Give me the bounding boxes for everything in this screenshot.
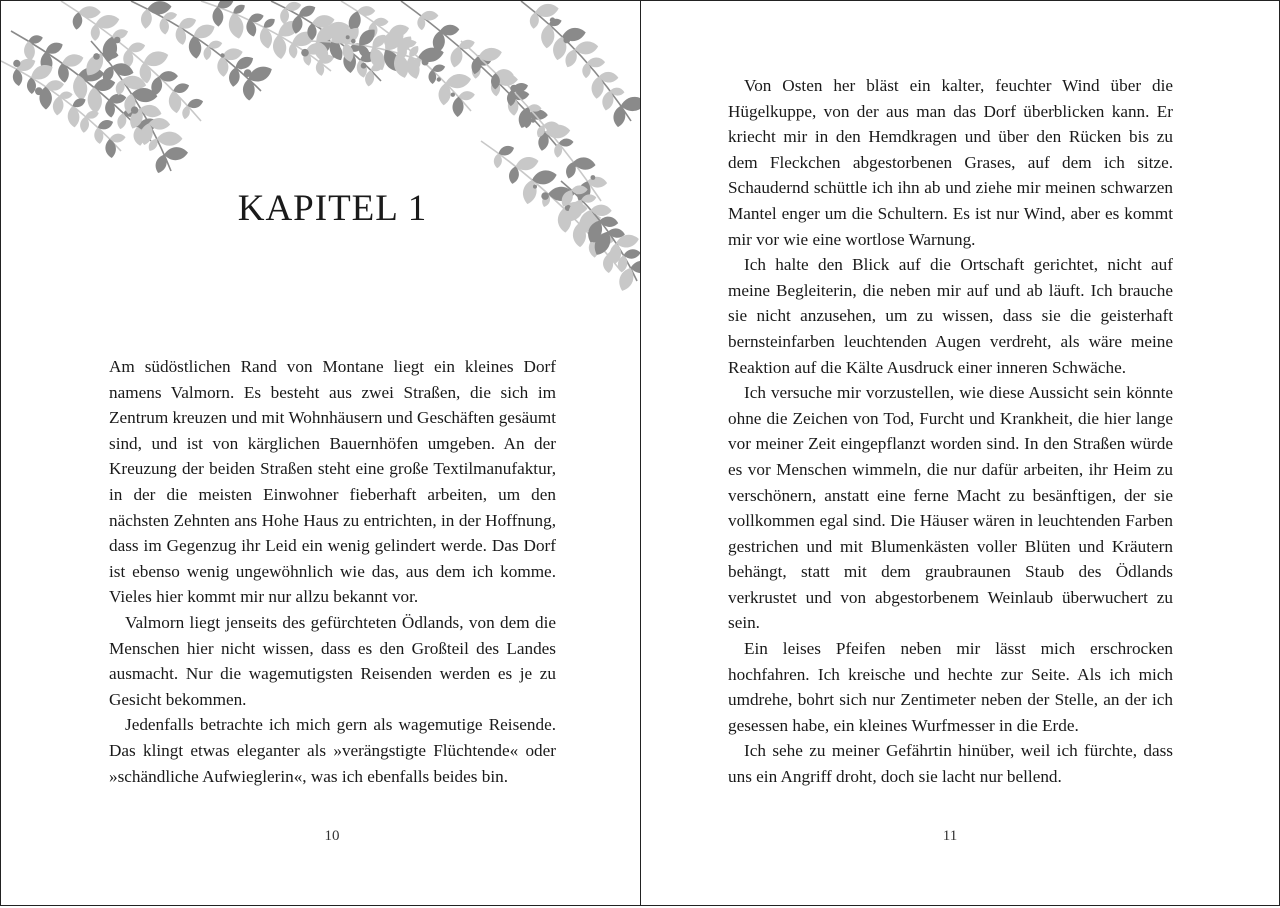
berry <box>301 49 309 57</box>
berry <box>35 87 43 95</box>
berry <box>591 175 596 180</box>
leaf <box>243 79 255 101</box>
berry <box>531 118 536 123</box>
leaf <box>212 7 224 27</box>
berry <box>563 37 570 44</box>
berry <box>574 163 578 167</box>
berry <box>13 60 20 67</box>
paragraph: Ich sehe zu meiner Gefährtin hinüber, weil ich fürchte, dass uns ein Angriff droht, doch sie lacht nur bellend. <box>728 741 1173 787</box>
berry <box>93 53 100 60</box>
berry <box>332 44 339 51</box>
berry <box>220 53 224 57</box>
berry <box>451 93 455 97</box>
paragraph: Ich versuche mir vorzustellen, wie diese Aussicht sein könnte ohne die Zeichen von Tod, Furcht und Krankheit, die hier lange vor meiner Zeit eingepflanzt worden sind. In den Straßen würde es vor Menschen wimmeln, die nur dafür arbeiten, ihr Heim zu verschönern, anstatt eine ferne Macht zu besänftigen, der sie vollkommen egal sind. Die Häuser wären in leuchtenden Farben gestrichen und mit Blumenkästen voller Blüten und Kräutern behängt, statt mit dem graubraunen Staub des Ödlands verkrustet und von abgestorbenem Weinlaub überwuchert zu sein. <box>728 383 1173 633</box>
berry <box>156 11 160 15</box>
page-number: 10 <box>324 828 340 844</box>
chapter-title: KAPITEL 1 <box>237 188 428 229</box>
paragraph: Valmorn liegt jenseits des gefürchteten Ödlands, von dem die Menschen hier nicht wissen, dass es den Großteil des Landes ausmacht. Nur die wagemutigsten Reisenden werden es je zu Gesicht bekommen. <box>109 612 556 709</box>
page-number: 11 <box>942 828 958 844</box>
leaf <box>157 132 183 146</box>
leaf <box>167 90 183 114</box>
berry <box>351 39 356 44</box>
paragraph: Am südöstlichen Rand von Montane liegt ein kleines Dorf namens Valmorn. Es besteht aus zwei Straßen, die sich im Zentrum kreuzen und mit Wohnhäusern und Geschäften gesäumt sind, und ist von kärglichen Bauernhöfen umgeben. An der Kreuzung der beiden Straßen steht eine große Textilmanufaktur, in der die meisten Einwohner fieberhaft arbeiten, um den nächsten Zehnten ans Hohe Haus zu entrichten, in der Hoffnung, dass im Gegenzug ihr Leid ein wenig gelindert werde. Das Dorf ist ebenso wenig ungewöhnlich wie das, aus dem ich komme. Vieles hier kommt mir nur allzu bekannt vor. <box>109 357 556 607</box>
paragraph: Ich halte den Blick auf die Ortschaft gerichtet, nicht auf meine Begleiterin, die neben mir auf und ab läuft. Ich brauche sie nicht anzusehen, um zu wissen, dass sie die geisterhaft bernsteinfarben leuchtenden Augen verdreht, als wäre meine Reaktion auf die Kälte Ausdruck einer inneren Schwäche. <box>728 255 1173 377</box>
left-body-text <box>109 354 556 789</box>
berry <box>346 35 350 39</box>
berry <box>238 63 244 69</box>
berry <box>131 106 138 113</box>
leaf <box>514 155 540 173</box>
leaf <box>452 97 464 118</box>
paragraph: Von Osten her bläst ein kalter, feuchter Wind über die Hügelkuppe, von der aus man das Dorf überblicken kann. Er kriecht mir in den Hemdkragen und über den Rücken bis zu dem Fleckchen abgestorbenen Grases, auf dem ich sitze. Schaudernd schüttle ich ihn ab und ziehe mir meinen schwarzen Mantel enger um die Schultern. Es ist nur Wind, aber es kommt mir vor wie eine wortlose Warnung. <box>728 76 1173 249</box>
berry <box>510 85 517 92</box>
leaf <box>12 68 24 86</box>
berry <box>244 69 252 77</box>
left-page <box>0 0 641 906</box>
leaf <box>164 146 189 161</box>
leaf <box>258 26 274 50</box>
berry <box>114 37 121 44</box>
berry <box>550 17 555 22</box>
berry <box>437 77 441 81</box>
berry <box>422 59 429 66</box>
paragraph: Ein leises Pfeifen neben mir lässt mich erschrocken hochfahren. Ich kreische und hechte zur Seite. Als ich mich umdrehe, bohrt sich nur Zentimeter neben der Stelle, an der ich gesessen habe, ein kleines Wurfmesser in die Erde. <box>728 639 1173 735</box>
leaf <box>226 12 246 41</box>
right-body-text <box>728 73 1173 790</box>
foliage-branches-icon <box>1 1 641 291</box>
leaf <box>67 106 81 128</box>
paragraph: Jedenfalls betrachte ich mich gern als wagemutige Reisende. Das klingt etwas eleganter als »verängstigte Flüchtende« oder »schändliche Aufwieglerin«, was ich ebenfalls beides bin. <box>109 715 556 786</box>
right-page <box>640 0 1280 906</box>
berry <box>361 63 367 69</box>
leaf <box>272 34 288 60</box>
leaf <box>78 6 100 18</box>
leaf <box>93 127 104 144</box>
leaf <box>357 6 375 16</box>
leaf <box>188 35 203 59</box>
